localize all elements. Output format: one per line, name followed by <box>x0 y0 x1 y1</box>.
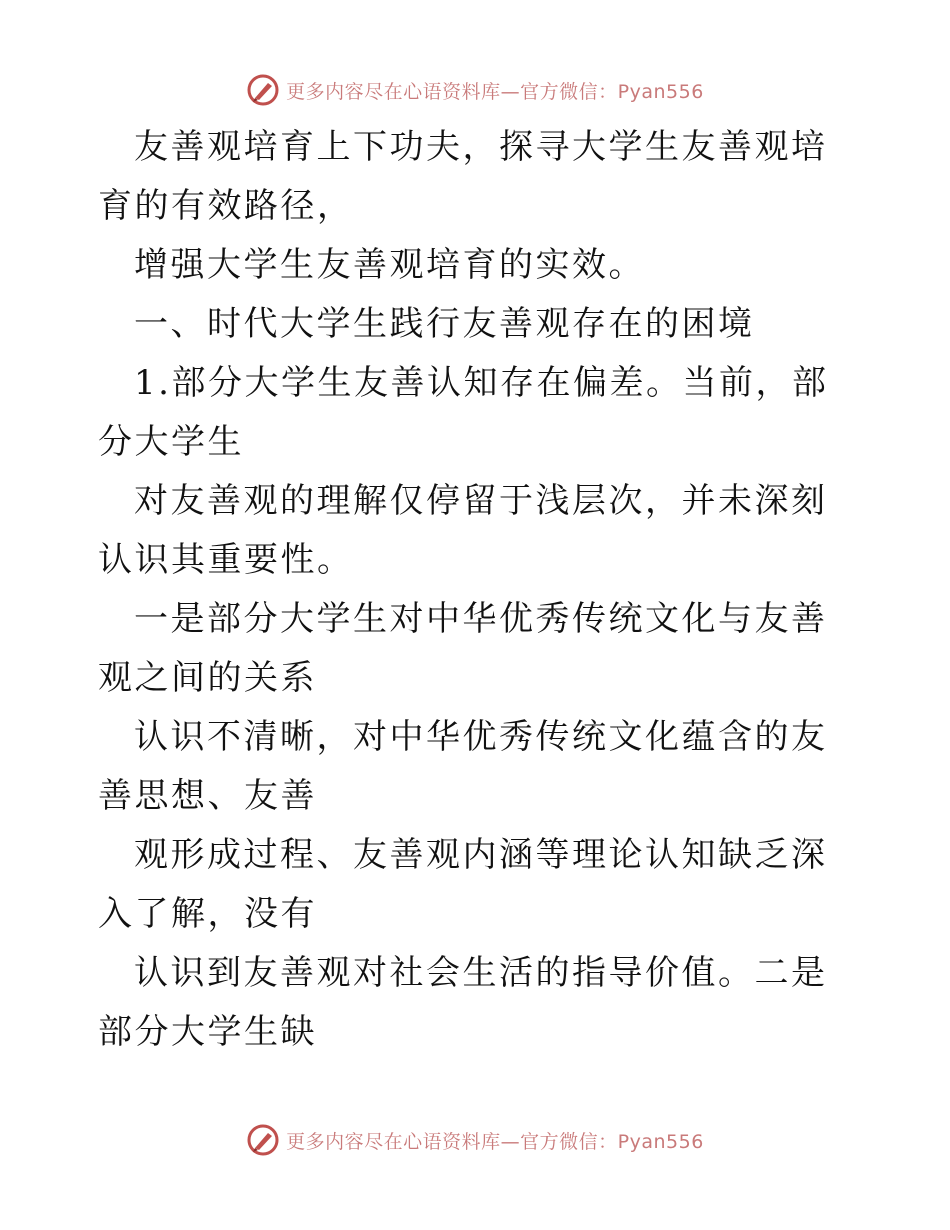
paragraph: 认识到友善观对社会生活的指导价值。二是部分大学生缺 <box>98 953 828 1052</box>
section-heading: 一、时代大学生践行友善观存在的困境 <box>134 304 755 344</box>
document-body <box>98 118 854 1062</box>
header-banner-text: 更多内容尽在心语资料库—官方微信：Pyan556 <box>286 80 704 103</box>
footer-banner-text: 更多内容尽在心语资料库—官方微信：Pyan556 <box>286 1130 704 1153</box>
paragraph: 增强大学生友善观培育的实效。 <box>134 245 645 285</box>
pen-circle-logo-icon <box>246 1123 280 1157</box>
paragraph: 认识不清晰，对中华优秀传统文化蕴含的友善思想、友善 <box>98 717 828 816</box>
paragraph: 一是部分大学生对中华优秀传统文化与友善观之间的关系 <box>98 599 828 698</box>
page-footer <box>0 1120 950 1160</box>
paragraph: 对友善观的理解仅停留于浅层次，并未深刻认识其重要性。 <box>98 481 828 580</box>
paragraph: 观形成过程、友善观内涵等理论认知缺乏深入了解，没有 <box>98 835 828 934</box>
footer-banner <box>246 1123 704 1157</box>
paragraph: 1.部分大学生友善认知存在偏差。当前，部分大学生 <box>98 363 829 462</box>
pen-circle-logo-icon <box>246 73 280 107</box>
header-banner <box>246 73 704 107</box>
page-header <box>0 70 950 110</box>
paragraph: 友善观培育上下功夫，探寻大学生友善观培育的有效路径， <box>98 127 828 226</box>
